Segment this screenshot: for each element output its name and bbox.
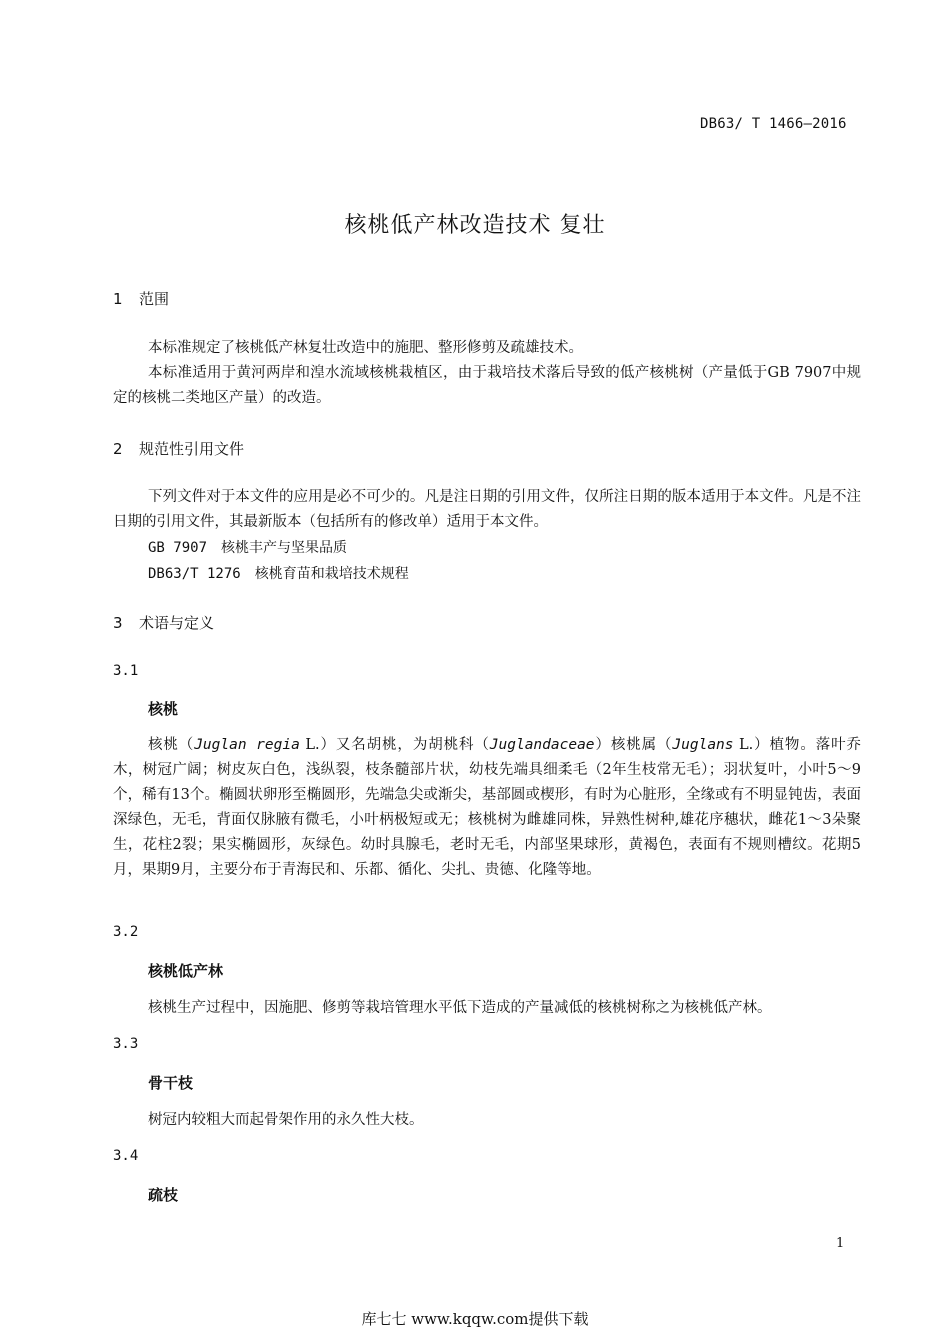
page-title: 核桃低产林改造技术 复壮 xyxy=(344,213,606,238)
term-number: 3.1 xyxy=(113,663,139,679)
document-number: DB63/ T 1466—2016 xyxy=(700,116,847,132)
section-title: 范围 xyxy=(139,290,170,308)
latin-name: Juglandaceae xyxy=(489,737,595,753)
term-number: 3.3 xyxy=(113,1036,139,1052)
reference-title: 核桃丰产与坚果品质 xyxy=(221,540,348,556)
section-3-heading xyxy=(113,612,214,633)
latin-name: Juglans xyxy=(672,737,734,753)
definition-text: L.）又名胡桃，为胡桃科（ xyxy=(299,737,490,753)
page-number: 1 xyxy=(836,1236,845,1251)
term-definition: 树冠内较粗大而起骨架作用的永久性大枝。 xyxy=(148,1112,424,1128)
section-title: 术语与定义 xyxy=(139,614,215,632)
definition-text: ）核桃属（ xyxy=(594,737,673,753)
section-2-heading xyxy=(113,438,244,459)
latin-name: Juglan regia xyxy=(194,737,300,753)
definition-text: 核桃（ xyxy=(148,737,195,753)
term-number: 3.4 xyxy=(113,1148,139,1164)
footer-download-note: 库七七 www.kqqw.com提供下载 xyxy=(361,1310,589,1328)
reference-code: GB 7907 xyxy=(148,540,208,556)
section-1-paragraph-2: 本标准适用于黄河两岸和湟水流域核桃栽植区，由于栽培技术落后导致的低产核桃树（产量低于GB 7907中规定的核桃二类地区产量）的改造。 xyxy=(113,365,861,406)
section-1-heading xyxy=(113,288,169,309)
section-number: 2 xyxy=(113,440,123,458)
reference-item xyxy=(148,563,409,583)
section-title: 规范性引用文件 xyxy=(139,440,245,458)
term-title: 骨干枝 xyxy=(148,1074,194,1092)
section-1-paragraph-1: 本标准规定了核桃低产林复壮改造中的施肥、整形修剪及疏雄技术。 xyxy=(148,340,583,356)
reference-title: 核桃育苗和栽培技术规程 xyxy=(254,566,409,582)
section-number: 3 xyxy=(113,614,123,632)
section-2-paragraph-1: 下列文件对于本文件的应用是必不可少的。凡是注日期的引用文件，仅所注日期的版本适用于本文件。凡是不注日期的引用文件，其最新版本（包括所有的修改单）适用于本文件。 xyxy=(113,489,861,530)
term-definition: 核桃生产过程中，因施肥、修剪等栽培管理水平低下造成的产量减低的核桃树称之为核桃低产林。 xyxy=(148,1000,772,1016)
reference-code: DB63/T 1276 xyxy=(148,566,241,582)
term-title: 核桃 xyxy=(148,700,179,718)
term-title: 疏枝 xyxy=(148,1186,179,1204)
reference-item xyxy=(148,537,347,557)
term-title: 核桃低产林 xyxy=(148,962,224,980)
term-definition xyxy=(113,733,861,883)
section-number: 1 xyxy=(113,290,123,308)
definition-text: L.）植物。落叶乔木，树冠广阔；树皮灰白色，浅纵裂，枝条髓部片状，幼枝先端具细柔毛（2年生枝常无毛）；羽状复叶，小叶5～9个，稀有13个。椭圆状卵形至椭圆形，先端急尖或渐尖，基部圆或楔形，有时为心脏形，全缘或有不明显钝齿，表面深绿色，无毛，背面仅脉腋有微毛，小叶柄极短或无；核桃树为雌雄同株，异熟性树种,雄花序穗状，雌花1～3朵聚生，花柱2裂；果实椭圆形，灰绿色。幼时具腺毛，老时无毛，内部坚果球形，黄褐色，表面有不规则槽纹。花期5月，果期9月，主要分布于青海民和、乐都、循化、尖扎、贵德、化隆等地。 xyxy=(113,737,861,878)
term-number: 3.2 xyxy=(113,924,139,940)
